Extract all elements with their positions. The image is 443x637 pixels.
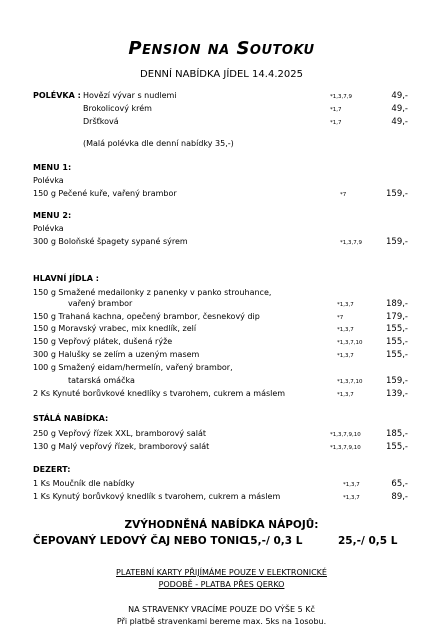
- menu2-item-name: 300 g Boloňské špagety sypané sýrem: [33, 237, 188, 246]
- menu2-label: MENU 2:: [33, 211, 72, 220]
- standing-item-allergens: *1,3,7,9,10: [330, 445, 361, 451]
- main-item-price: 155,-: [386, 337, 408, 347]
- main-item-price: 159,-: [386, 376, 408, 386]
- menu1-label: MENU 1:: [33, 163, 72, 172]
- dessert-item-name: 1 Ks Moučník dle nabídky: [33, 479, 135, 488]
- menu1-item-name: 150 g Pečené kuře, vařený brambor: [33, 189, 177, 198]
- drinks-price-large: 25,-/ 0,5 L: [338, 535, 398, 547]
- main-item-name: 150 g Vepřový plátek, dušená rýže: [33, 337, 173, 346]
- main-item-price: 155,-: [386, 324, 408, 334]
- main-item-allergens: *1,3,7: [337, 353, 354, 359]
- dessert-item-price: 65,-: [391, 479, 408, 489]
- main-item-name: 150 g Moravský vrabec, mix knedlík, zelí: [33, 324, 197, 333]
- soup-note: (Malá polévka dle denní nabídky 35,-): [83, 139, 234, 148]
- drinks-heading: ZVÝHODNĚNÁ NABÍDKA NÁPOJŮ:: [124, 519, 319, 531]
- main-item-name: 2 Ks Kynuté borůvkové knedlíky s tvarohem, cukrem a máslem: [33, 389, 286, 398]
- main-item-allergens: *1,3,7: [337, 327, 354, 333]
- main-item-allergens: *1,3,7,10: [337, 340, 363, 346]
- standing-item-name: 250 g Vepřový řízek XXL, bramborový salát: [33, 429, 207, 438]
- dessert-label: DEZERT:: [33, 465, 71, 474]
- menu2-item-allergens: *1,3,7,9: [340, 240, 362, 246]
- soup-item-allergens: *1,7: [330, 107, 342, 113]
- standing-item-price: 155,-: [386, 442, 408, 452]
- main-item-price: 139,-: [386, 389, 408, 399]
- menu2-item-price: 159,-: [386, 237, 408, 247]
- menu-date-subtitle: DENNÍ NABÍDKA JÍDEL 14.4.2025: [140, 69, 303, 80]
- drinks-price-small: 15,-/ 0,3 L: [243, 535, 303, 547]
- voucher-note-line2: Při platbě stravenkami bereme max. 5ks na 1osobu.: [116, 617, 327, 626]
- soup-item-price: 49,-: [391, 104, 408, 114]
- soup-item-allergens: *1,3,7,9: [330, 94, 352, 100]
- dessert-item-allergens: *1,3,7: [343, 495, 360, 501]
- main-item-name-cont: tatarská omáčka: [68, 376, 135, 385]
- soup-item-price: 49,-: [391, 117, 408, 127]
- menu1-soup: Polévka: [33, 176, 64, 185]
- voucher-note-line1: NA STRAVENKY VRACÍME POUZE DO VÝŠE 5 Kč: [128, 605, 315, 614]
- mains-label: HLAVNÍ JÍDLA :: [33, 274, 99, 283]
- dessert-item-allergens: *1,3,7: [343, 482, 360, 488]
- soup-item-name: Hovězí vývar s nudlemi: [83, 91, 177, 100]
- main-item-price: 155,-: [386, 350, 408, 360]
- main-item-allergens: *1,3,7: [337, 302, 354, 308]
- standing-item-allergens: *1,3,7,9,10: [330, 432, 361, 438]
- dessert-item-name: 1 Ks Kynutý borůvkový knedlík s tvarohem, cukrem a máslem: [33, 492, 281, 501]
- soup-item-price: 49,-: [391, 91, 408, 101]
- main-item-price: 189,-: [386, 299, 408, 309]
- main-item-name: 300 g Halušky se zelím a uzeným masem: [33, 350, 200, 359]
- main-item-name: 150 g Trahaná kachna, opečený brambor, česnekový dip: [33, 312, 260, 321]
- standing-item-price: 185,-: [386, 429, 408, 439]
- main-item-allergens: *7: [337, 315, 344, 321]
- main-item-allergens: *1,3,7: [337, 392, 354, 398]
- menu2-soup: Polévka: [33, 224, 64, 233]
- main-item-name: 100 g Smažený eidam/hermelín, vařený brambor,: [33, 363, 233, 372]
- drinks-item-name: ČEPOVANÝ LEDOVÝ ČAJ NEBO TONIC: [33, 535, 247, 547]
- soup-item-allergens: *1,7: [330, 120, 342, 126]
- main-item-allergens: *1,3,7,10: [337, 379, 363, 385]
- menu1-item-price: 159,-: [386, 189, 408, 199]
- main-item-name-cont: vařený brambor: [68, 299, 133, 308]
- payment-note-line2: PODOBĚ - PLATBA PŘES QERKO: [158, 580, 285, 589]
- standing-item-name: 130 g Malý vepřový řízek, bramborový salát: [33, 442, 210, 451]
- main-item-price: 179,-: [386, 312, 408, 322]
- page-title: Pension na Soutoku: [128, 38, 315, 59]
- soup-item-name: Dršťková: [83, 117, 119, 126]
- soup-item-name: Brokolicový krém: [83, 104, 152, 113]
- soup-label: POLÉVKA :: [33, 91, 81, 100]
- payment-note-line1: PLATEBNÍ KARTY PŘIJÍMÁME POUZE V ELEKTRONICKÉ: [116, 568, 327, 577]
- menu1-item-allergens: *7: [340, 192, 347, 198]
- main-item-name: 150 g Smažené medailonky z panenky v panko strouhance,: [33, 288, 272, 297]
- standing-label: STÁLÁ NABÍDKA:: [33, 414, 109, 423]
- dessert-item-price: 89,-: [391, 492, 408, 502]
